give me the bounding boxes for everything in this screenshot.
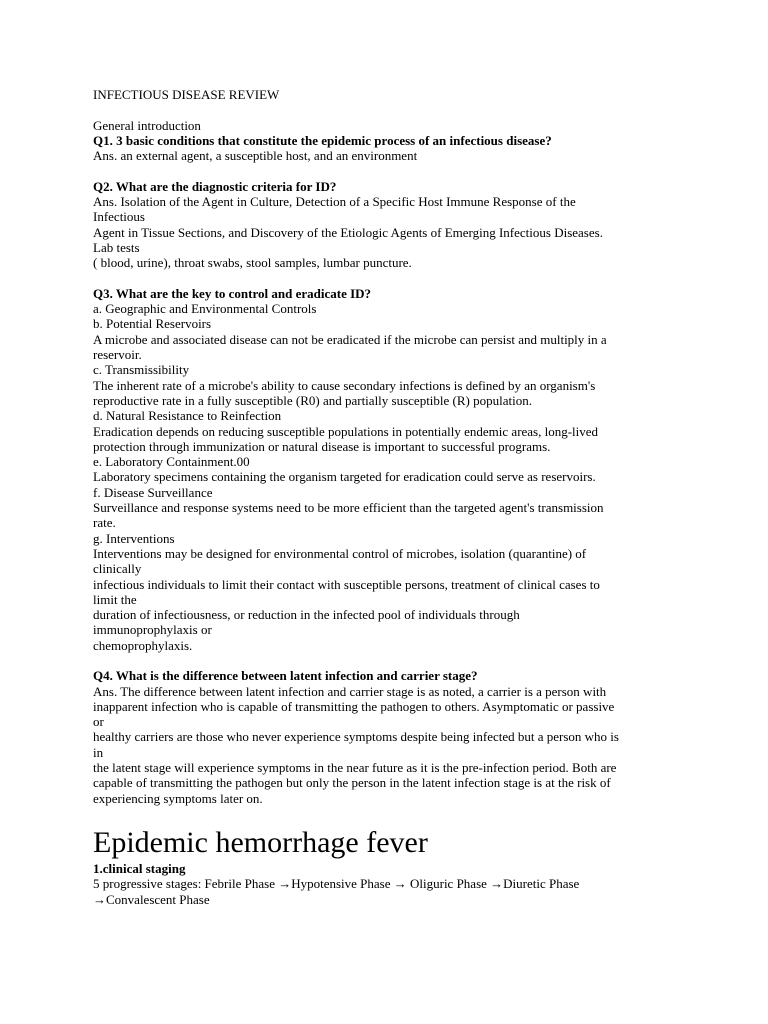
q4-question: Q4. What is the difference between latent infection and carrier stage? [93,668,478,684]
q3-item-heading: g. Interventions [93,530,175,546]
q3-body-line: The inherent rate of a microbe's ability to cause secondary infections is defined by an organism's [93,377,596,393]
q3-question: Q3. What are the key to control and eradicate ID? [93,285,372,301]
q4-answer-line: in [93,744,104,760]
q3-body-line: rate. [93,515,116,531]
section-subheading: 1.clinical staging [93,860,186,876]
q3-item-heading: d. Natural Resistance to Reinfection [93,408,282,424]
section-heading: Epidemic hemorrhage fever [93,825,428,859]
q3-body-line: immunoprophylaxis or [93,622,212,638]
q3-body-line: reproductive rate in a fully susceptible (R0) and partially susceptible (R) population. [93,392,532,408]
q2-answer-line: Lab tests [93,239,140,255]
q2-answer-line: Agent in Tissue Sections, and Discovery of the Etiologic Agents of Emerging Infectious Diseases. [93,224,603,240]
q4-answer-line: the latent stage will experience symptoms in the near future as it is the pre-infection period. Both are [93,760,617,776]
q3-item-heading: f. Disease Surveillance [93,484,213,500]
q3-body-line: A microbe and associated disease can not be eradicated if the microbe can persist and multiply in a [93,331,607,347]
q3-body-line: Surveillance and response systems need to be more efficient than the targeted agent's transmission [93,500,604,516]
q3-item-heading: c. Transmissibility [93,362,190,378]
q3-body-line: Laboratory specimens containing the organism targeted for eradication could serve as reservoirs. [93,469,596,485]
q3-item-heading: b. Potential Reservoirs [93,316,212,332]
spacer [93,271,668,286]
spacer [93,653,668,668]
q4-answer-line: healthy carriers are those who never experience symptoms despite being infected but a person who is [93,729,619,745]
q2-answer-line: Ans. Isolation of the Agent in Culture, Detection of a Specific Host Immune Response of the [93,194,576,210]
q3-body-line: Eradication depends on reducing susceptible populations in potentially endemic areas, long-lived [93,423,599,439]
document-page [93,87,668,907]
q3-body-line: reservoir. [93,347,142,363]
q3-item-heading: a. Geographic and Environmental Controls [93,301,317,317]
q3-body-line: protection through immunization or natural disease is important to successful programs. [93,438,551,454]
q2-answer-line: ( blood, urine), throat swabs, stool samples, lumbar puncture. [93,255,412,271]
document-title: INFECTIOUS DISEASE REVIEW [93,87,280,102]
q4-answer-line: capable of transmitting the pathogen but only the person in the latent infection stage is at the risk of [93,775,611,791]
q4-answer-line: or [93,714,104,730]
q3-item-heading: e. Laboratory Containment.00 [93,454,250,470]
q4-answer-line: experiencing symptoms later on. [93,790,263,806]
spacer [93,163,668,178]
intro-label: General introduction [93,117,201,133]
q4-answer-line: inapparent infection who is capable of transmitting the pathogen to others. Asymptomatic or passive [93,698,615,714]
spacer [93,102,668,117]
section-body-line: →Convalescent Phase [93,891,210,907]
q2-question: Q2. What are the diagnostic criteria for ID? [93,178,337,194]
q3-body-line: duration of infectiousness, or reduction in the infected pool of individuals through [93,607,520,623]
q3-body-line: infectious individuals to limit their contact with susceptible persons, treatment of clinical cases to [93,576,600,592]
q1-answer: Ans. an external agent, a susceptible host, and an environment [93,148,418,164]
q3-body-line: Interventions may be designed for environmental control of microbes, isolation (quarantine) of [93,545,587,561]
q2-answer-line: Infectious [93,209,145,225]
q3-body-line: limit the [93,591,137,607]
q3-body-line: clinically [93,561,142,577]
q1-question: Q1. 3 basic conditions that constitute the epidemic process of an infectious disease? [93,132,552,148]
section-body-line: 5 progressive stages: Febrile Phase →Hypotensive Phase → Oliguric Phase →Diuretic Phase [93,876,580,892]
q3-body-line: chemoprophylaxis. [93,637,193,653]
q4-answer-line: Ans. The difference between latent infection and carrier stage is as noted, a carrier is a person with [93,683,607,699]
